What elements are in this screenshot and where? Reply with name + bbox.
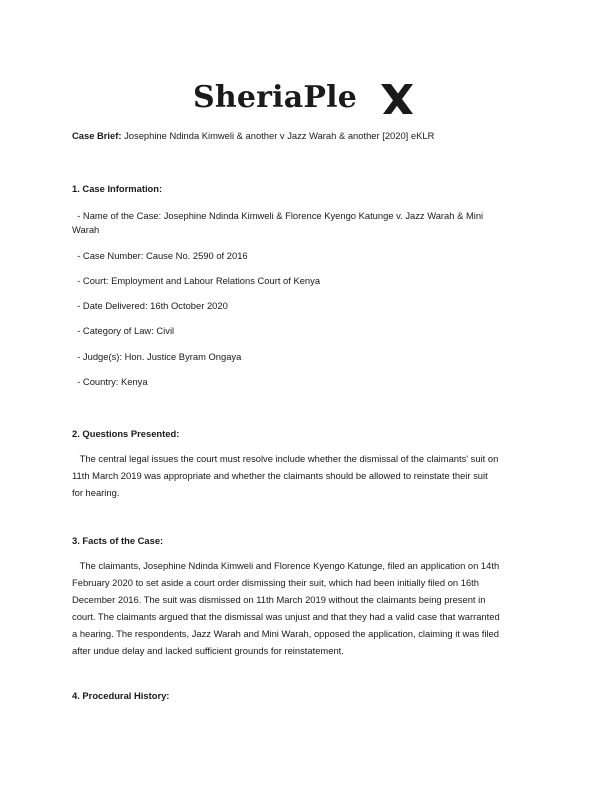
section1-heading: 1. Case Information: [72, 183, 163, 194]
section3-heading: 3. Facts of the Case: [72, 535, 164, 546]
list-item: - Case Number: Cause No. 2590 of 2016 [72, 250, 248, 261]
paragraph-line: 11th March 2019 was appropriate and whether the claimants should be allowed to reinstate their suit [72, 470, 488, 481]
x-mark-icon [379, 82, 415, 116]
section4-heading: 4. Procedural History: [72, 690, 170, 701]
sheriaplex-logo [193, 80, 419, 120]
list-item: - Judge(s): Hon. Justice Byram Ongaya [72, 351, 242, 362]
list-item: - Date Delivered: 16th October 2020 [72, 300, 228, 311]
case-info-country [72, 375, 148, 389]
list-item: - Category of Law: Civil [72, 325, 175, 336]
case-brief-title: Josephine Ndinda Kimweli & another v Jazz Warah & another [2020] eKLR [121, 130, 435, 141]
paragraph-line: December 2016. The suit was dismissed on 11th March 2019 without the claimants being present in [72, 594, 486, 605]
case-brief [72, 128, 542, 144]
paragraph-line: for hearing. [72, 487, 120, 498]
paragraph-line: The claimants, Josephine Ndinda Kimweli and Florence Kyengo Katunge, filed an application on 14th [72, 560, 500, 571]
section2-heading: 2. Questions Presented: [72, 428, 180, 439]
case-info-number [72, 249, 248, 263]
paragraph-line: February 2020 to set aside a court order dismissing their suit, which had been initially filed on 16th [72, 577, 479, 588]
list-item: - Country: Kenya [72, 376, 148, 387]
case-info-date [72, 299, 228, 313]
list-item: - Court: Employment and Labour Relations Court of Kenya [72, 275, 321, 286]
case-info-judge [72, 350, 241, 364]
case-info-name-line1: - Name of the Case: Josephine Ndinda Kimweli & Florence Kyengo Katunge v. Jazz Warah & Mini [72, 210, 484, 221]
case-brief-label: Case Brief: [72, 130, 122, 141]
facts-paragraph [72, 557, 500, 659]
case-info-name [72, 209, 483, 237]
paragraph-line: a hearing. The respondents, Jazz Warah and Mini Warah, opposed the application, claiming it was filed [72, 628, 499, 639]
paragraph-line: after undue delay and lacked sufficient grounds for reinstatement. [72, 645, 344, 656]
case-info-name-line2: Warah [72, 224, 100, 235]
case-info-court [72, 274, 320, 288]
logo-text: SheriaPle [193, 80, 358, 115]
paragraph-line: The central legal issues the court must resolve include whether the dismissal of the claimants' suit on [72, 453, 499, 464]
case-info-category [72, 324, 174, 338]
questions-paragraph [72, 450, 498, 501]
paragraph-line: court. The claimants argued that the dismissal was unjust and that they had a valid case that warranted [72, 611, 500, 622]
